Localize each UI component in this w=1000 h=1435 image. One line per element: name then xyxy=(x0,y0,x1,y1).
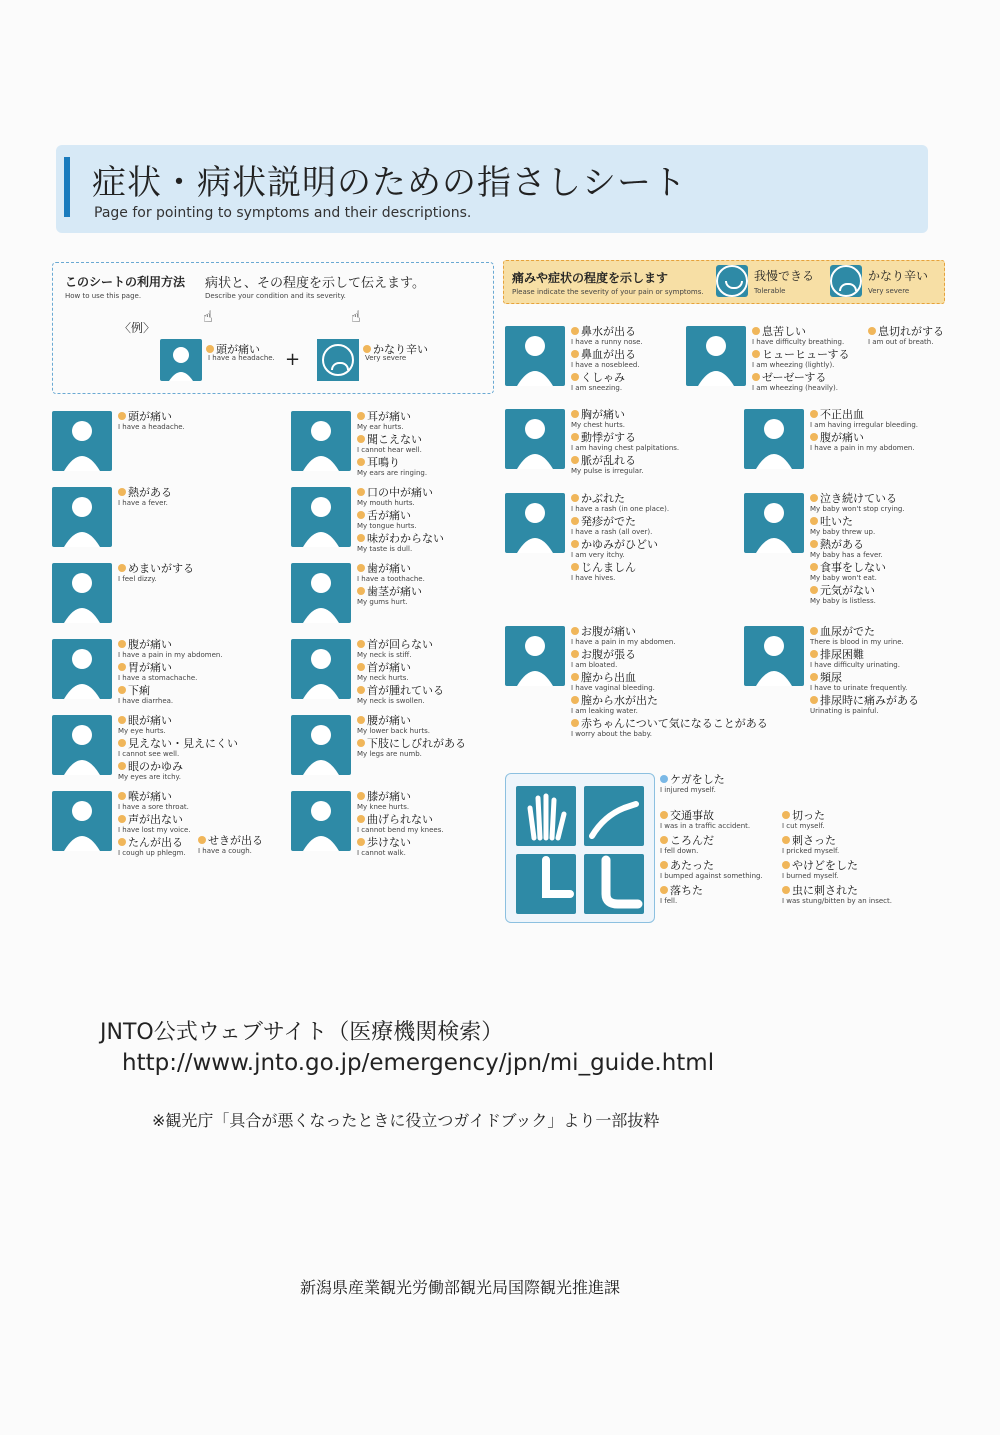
symptom-item-17-1[interactable] xyxy=(810,432,915,456)
symptom-en: My ear hurts. xyxy=(357,423,404,431)
symptom-jp: かゆみがひどい xyxy=(571,539,658,550)
symptom-jp: 赤ちゃんについて気になることがある xyxy=(571,718,768,729)
symptom-jp: 腰が痛い xyxy=(357,715,430,726)
symptom-item-18-3[interactable] xyxy=(810,562,886,586)
symptom-item-18-4[interactable] xyxy=(810,585,876,609)
injury-en: I bumped against something. xyxy=(660,872,763,880)
symptom-item-1-0[interactable] xyxy=(118,487,172,511)
symptom-item-11-1[interactable] xyxy=(357,814,444,838)
symptom-icon-6 xyxy=(291,411,351,471)
symptom-jp: 食事をしない xyxy=(810,562,886,573)
plus-sign: + xyxy=(285,349,301,370)
symptom-jp: 味がわからない xyxy=(357,533,444,544)
injury-jp: あたった xyxy=(660,860,763,871)
symptom-jp: 歩けない xyxy=(357,837,411,848)
symptom-jp: 排尿困難 xyxy=(810,649,900,660)
foot-icon xyxy=(584,854,644,914)
pointing-hand-icon: ☝ xyxy=(203,307,213,326)
symptom-en: Urinating is painful. xyxy=(810,707,879,715)
example-2-en: Very severe xyxy=(365,354,407,362)
symptom-jp: 元気がない xyxy=(810,585,876,596)
symptom-item-13-0[interactable] xyxy=(571,409,625,433)
symptom-item-3-1[interactable] xyxy=(118,662,197,686)
symptom-en: I am bloated. xyxy=(571,661,618,669)
symptom-en: I have hives. xyxy=(571,574,616,582)
symptom-icon-9 xyxy=(291,639,351,699)
symptom-item-14-3[interactable] xyxy=(571,562,636,586)
symptom-item-8-1[interactable] xyxy=(357,586,422,610)
symptom-item-3-2[interactable] xyxy=(118,685,173,709)
symptom-item-15-4[interactable] xyxy=(571,718,768,742)
symptom-jp: 動悸がする xyxy=(571,432,679,443)
symptom-jp: 腹が痛い xyxy=(118,639,223,650)
symptom-icon-1 xyxy=(52,487,112,547)
symptom-item-12-0[interactable] xyxy=(571,326,643,350)
symptom-item-16-0[interactable] xyxy=(752,326,844,350)
symptom-jp: 曲げられない xyxy=(357,814,444,825)
symptom-en: My ears are ringing. xyxy=(357,469,428,477)
symptom-en: I have a sore throat. xyxy=(118,803,189,811)
sad-face-tile xyxy=(317,339,359,381)
symptom-en: I cannot hear well. xyxy=(357,446,422,454)
cough-item[interactable]: せきが出る I have a cough. xyxy=(198,834,263,855)
symptom-jp: たんが出る xyxy=(118,837,186,848)
symptom-jp: 聞こえない xyxy=(357,434,422,445)
symptom-jp: 耳鳴り xyxy=(357,457,427,468)
symptom-en: I am sneezing. xyxy=(571,384,623,392)
symptom-item-0-0[interactable] xyxy=(118,411,185,435)
symptom-en: There is blood in my urine. xyxy=(810,638,904,646)
symptom-en: My neck is swollen. xyxy=(357,697,425,705)
symptom-icon-12 xyxy=(505,326,565,386)
symptom-item-16-2[interactable] xyxy=(752,372,838,396)
symptom-item-4-0[interactable] xyxy=(118,715,172,739)
symptom-en: I have difficulty breathing. xyxy=(752,338,845,346)
injury-jp: 交通事故 xyxy=(660,810,763,821)
symptom-en: I am having irregular bleeding. xyxy=(810,421,918,429)
symptom-en: My legs are numb. xyxy=(357,750,422,758)
injury-list-right xyxy=(782,810,892,910)
symptom-jp: 膣から水が出た xyxy=(571,695,658,706)
symptom-en: I have a fever. xyxy=(118,499,168,507)
injury-en: I fell down. xyxy=(660,847,699,855)
tolerable-en: Tolerable xyxy=(754,287,786,295)
symptom-en: My eyes are itchy. xyxy=(118,773,181,781)
symptom-jp: 脈が乱れる xyxy=(571,455,644,466)
symptom-jp: 首が痛い xyxy=(357,662,411,673)
injury-en: I was in a traffic accident. xyxy=(660,822,751,830)
symptom-en: My baby is listless. xyxy=(810,597,876,605)
symptom-icon-19 xyxy=(744,626,804,686)
symptom-jp: じんましん xyxy=(571,562,636,573)
symptom-en: I have a stomachache. xyxy=(118,674,198,682)
symptom-en: My baby won't eat. xyxy=(810,574,877,582)
injury-item[interactable] xyxy=(660,774,763,796)
symptom-jp: お腹が痛い xyxy=(571,626,676,637)
symptom-en: My pulse is irregular. xyxy=(571,467,644,475)
symptom-jp: ゼーゼーする xyxy=(752,372,838,383)
tolerable-tile xyxy=(716,265,748,297)
symptom-icon-11 xyxy=(291,791,351,851)
symptom-en: I feel dizzy. xyxy=(118,575,157,583)
symptom-item-18-0[interactable] xyxy=(810,493,905,517)
severity-box xyxy=(503,260,945,304)
symptom-jp: 胃が痛い xyxy=(118,662,197,673)
howto-desc-en: Describe your condition and its severity. xyxy=(205,292,346,300)
symptom-en: My lower back hurts. xyxy=(357,727,430,735)
symptom-item-13-1[interactable] xyxy=(571,432,679,456)
symptom-item-10-0[interactable] xyxy=(357,715,430,739)
symptom-item-5-0[interactable] xyxy=(118,791,189,815)
symptom-jp: 首が回らない xyxy=(357,639,433,650)
injury-item[interactable] xyxy=(782,885,892,907)
symptom-en: I am wheezing (heavily). xyxy=(752,384,839,392)
symptom-item-7-1[interactable] xyxy=(357,510,417,534)
symptom-jp: 声が出ない xyxy=(118,814,190,825)
symptom-icon-10 xyxy=(291,715,351,775)
symptom-en: My mouth hurts. xyxy=(357,499,415,507)
symptom-jp: かぶれた xyxy=(571,493,669,504)
symptom-en: I have vaginal bleeding. xyxy=(571,684,655,692)
symptom-item-14-2[interactable] xyxy=(571,539,658,563)
injury-en: I burned myself. xyxy=(782,872,839,880)
example-1-jp: 頭が痛い xyxy=(206,341,260,357)
symptom-icon-2 xyxy=(52,563,112,623)
symptom-jp: 頻尿 xyxy=(810,672,907,683)
symptom-item-8-0[interactable] xyxy=(357,563,425,587)
symptom-item-7-2[interactable] xyxy=(357,533,444,557)
symptom-jp: 眼のかゆみ xyxy=(118,761,183,772)
symptom-item-5-2[interactable] xyxy=(118,837,186,861)
page-subtitle: Page for pointing to symptoms and their descriptions. xyxy=(94,205,472,221)
example-label: 〈例〉 xyxy=(119,321,156,335)
symptom-en: I have a nosebleed. xyxy=(571,361,640,369)
symptom-jp: 歯が痛い xyxy=(357,563,425,574)
symptom-en: My eye hurts. xyxy=(118,727,166,735)
symptom-jp: 見えない・見えにくい xyxy=(118,738,238,749)
injury-en: I pricked myself. xyxy=(782,847,840,855)
symptom-item-6-2[interactable] xyxy=(357,457,427,481)
injury-jp: 切った xyxy=(782,810,892,821)
injury-item[interactable] xyxy=(660,810,763,832)
symptom-en: I cannot walk. xyxy=(357,849,406,857)
severe-en: Very severe xyxy=(868,287,910,295)
injury-jp: ころんだ xyxy=(660,835,763,846)
symptom-icon-15 xyxy=(505,626,565,686)
symptom-en: I have to urinate frequently. xyxy=(810,684,908,692)
symptom-en: I have a rash (all over). xyxy=(571,528,653,536)
symptom-item-19-3[interactable] xyxy=(810,695,919,719)
symptom-jp: 吐いた xyxy=(810,516,875,527)
injury-item[interactable] xyxy=(782,835,892,857)
symptom-icon-5 xyxy=(52,791,112,851)
symptom-item-15-1[interactable] xyxy=(571,649,636,673)
symptom-item-15-3[interactable] xyxy=(571,695,658,719)
symptom-en: I have lost my voice. xyxy=(118,826,191,834)
sad-face-icon-2 xyxy=(830,265,862,297)
source-note: ※観光庁「具合が悪くなったときに役立つガイドブック」より一部抜粋 xyxy=(152,1111,660,1130)
symptom-icon-4 xyxy=(52,715,112,775)
symptom-en: I have a headache. xyxy=(118,423,185,431)
symptom-en: I am leaking water. xyxy=(571,707,638,715)
symptom-en: My baby has a fever. xyxy=(810,551,883,559)
breath-item[interactable]: 息切れがする I am out of breath. xyxy=(868,325,944,346)
symptom-en: I am having chest palpitations. xyxy=(571,444,680,452)
title-accent-bar xyxy=(64,157,70,217)
injury-item[interactable] xyxy=(660,860,763,882)
symptom-item-6-0[interactable] xyxy=(357,411,411,435)
symptom-icon-13 xyxy=(505,409,565,469)
smile-face-icon xyxy=(716,265,748,297)
symptom-jp: くしゃみ xyxy=(571,372,625,383)
symptom-icon-8 xyxy=(291,563,351,623)
injury-jp: 落ちた xyxy=(660,885,763,896)
site-url[interactable]: http://www.jnto.go.jp/emergency/jpn/mi_guide.html xyxy=(122,1050,715,1076)
symptom-jp: 下肢にしびれがある xyxy=(357,738,466,749)
symptom-jp: 口の中が痛い xyxy=(357,487,433,498)
injury-item[interactable] xyxy=(782,860,892,882)
symptom-en: I have a pain in my abdomen. xyxy=(810,444,915,452)
symptom-jp: ヒューヒューする xyxy=(752,349,849,360)
symptom-item-4-1[interactable] xyxy=(118,738,238,762)
injury-en: I injured myself. xyxy=(660,786,716,794)
pointing-hand-icon-2: ☝ xyxy=(351,307,361,326)
symptom-en: My baby won't stop crying. xyxy=(810,505,905,513)
symptom-jp: 不正出血 xyxy=(810,409,918,420)
symptom-en: I cannot bend my knees. xyxy=(357,826,444,834)
tolerable-jp: 我慢できる xyxy=(754,269,815,283)
symptom-icon-17 xyxy=(744,409,804,469)
symptom-en: I cannot see well. xyxy=(118,750,180,758)
example-1-en: I have a headache. xyxy=(208,354,275,362)
symptom-jp: お腹が張る xyxy=(571,649,636,660)
symptom-item-11-2[interactable] xyxy=(357,837,411,861)
symptom-en: I have difficulty urinating. xyxy=(810,661,900,669)
symptom-item-4-2[interactable] xyxy=(118,761,183,785)
symptom-en: I cough up phlegm. xyxy=(118,849,186,857)
symptom-item-14-0[interactable] xyxy=(571,493,669,517)
page-title: 症状・病状説明のための指さしシート xyxy=(92,163,687,203)
symptom-jp: 鼻血が出る xyxy=(571,349,640,360)
symptom-item-16-1[interactable] xyxy=(752,349,849,373)
symptom-jp: 頭が痛い xyxy=(118,411,185,422)
symptom-en: I am wheezing (lightly). xyxy=(752,361,835,369)
symptom-item-15-0[interactable] xyxy=(571,626,676,650)
symptom-item-6-1[interactable] xyxy=(357,434,422,458)
symptom-jp: めまいがする xyxy=(118,563,194,574)
symptom-en: My knee hurts. xyxy=(357,803,410,811)
injury-jp: 虫に刺された xyxy=(782,885,892,896)
symptom-item-5-1[interactable] xyxy=(118,814,190,838)
symptom-icon-14 xyxy=(505,493,565,553)
injury-jp: ケガをした xyxy=(660,774,763,785)
symptom-item-9-2[interactable] xyxy=(357,685,444,709)
symptom-jp: 胸が痛い xyxy=(571,409,625,420)
symptom-jp: 息苦しい xyxy=(752,326,844,337)
severe-tile xyxy=(830,265,862,297)
injury-item[interactable] xyxy=(660,835,763,857)
example-2-jp: かなり辛い xyxy=(363,341,428,357)
symptom-item-19-2[interactable] xyxy=(810,672,907,696)
symptom-jp: 腹が痛い xyxy=(810,432,915,443)
symptom-en: I worry about the baby. xyxy=(571,730,652,738)
site-title: JNTO公式ウェブサイト（医療機関検索） xyxy=(100,1020,504,1045)
symptom-en: I have a runny nose. xyxy=(571,338,643,346)
symptom-jp: 泣き続けている xyxy=(810,493,905,504)
symptom-jp: 耳が痛い xyxy=(357,411,411,422)
severe-jp: かなり辛い xyxy=(868,269,929,283)
symptom-jp: 首が腫れている xyxy=(357,685,444,696)
symptom-icon-16 xyxy=(686,326,746,386)
symptom-jp: 鼻水が出る xyxy=(571,326,643,337)
symptom-icon-7 xyxy=(291,487,351,547)
symptom-item-2-0[interactable] xyxy=(118,563,194,587)
symptom-item-18-2[interactable] xyxy=(810,539,883,563)
hand-prick-icon xyxy=(584,786,644,846)
symptom-jp: 熱がある xyxy=(810,539,883,550)
symptom-en: I have a rash (in one place). xyxy=(571,505,670,513)
symptom-item-3-0[interactable] xyxy=(118,639,223,663)
hand-cut-icon xyxy=(516,786,576,846)
symptom-en: My tongue hurts. xyxy=(357,522,417,530)
severity-label: 痛みや症状の程度を示します xyxy=(512,271,669,285)
headache-icon xyxy=(160,339,202,381)
severity-label-en: Please indicate the severity of your pain or symptoms. xyxy=(512,288,704,296)
symptom-jp: 膣から出血 xyxy=(571,672,655,683)
howto-label: このシートの利用方法 xyxy=(65,275,186,289)
symptom-icon-18 xyxy=(744,493,804,553)
symptom-jp: 下痢 xyxy=(118,685,173,696)
howto-label-en: How to use this page. xyxy=(65,292,142,300)
symptom-item-11-0[interactable] xyxy=(357,791,411,815)
symptom-item-17-0[interactable] xyxy=(810,409,918,433)
symptom-en: My neck hurts. xyxy=(357,674,409,682)
symptom-en: I have a pain in my abdomen. xyxy=(571,638,676,646)
injury-list-left xyxy=(660,774,763,910)
symptom-icon-3 xyxy=(52,639,112,699)
organization-name: 新潟県産業観光労働部観光局国際観光推進課 xyxy=(300,1278,621,1297)
howto-box xyxy=(52,262,494,394)
symptom-en: My neck is stiff. xyxy=(357,651,412,659)
injury-en: I fell. xyxy=(660,897,678,905)
symptom-item-9-0[interactable] xyxy=(357,639,433,663)
symptom-en: I have diarrhea. xyxy=(118,697,174,705)
symptom-en: My chest hurts. xyxy=(571,421,625,429)
symptom-jp: 喉が痛い xyxy=(118,791,189,802)
symptom-jp: 血尿がでた xyxy=(810,626,904,637)
howto-desc: 病状と、その程度を示して伝えます。 xyxy=(205,276,425,291)
symptom-jp: 膝が痛い xyxy=(357,791,411,802)
symptom-item-14-1[interactable] xyxy=(571,516,652,540)
symptom-jp: 発疹がでた xyxy=(571,516,652,527)
sad-face-icon xyxy=(322,344,354,376)
injury-item[interactable] xyxy=(782,810,892,832)
injury-en: I cut myself. xyxy=(782,822,825,830)
symptom-jp: 排尿時に痛みがある xyxy=(810,695,919,706)
symptom-jp: 歯茎が痛い xyxy=(357,586,422,597)
symptom-item-9-1[interactable] xyxy=(357,662,411,686)
symptom-jp: 舌が痛い xyxy=(357,510,417,521)
symptom-item-13-2[interactable] xyxy=(571,455,644,479)
arm-burn-icon xyxy=(516,854,576,914)
symptom-item-19-0[interactable] xyxy=(810,626,904,650)
symptom-item-18-1[interactable] xyxy=(810,516,875,540)
symptom-en: My taste is dull. xyxy=(357,545,413,553)
injury-jp: 刺さった xyxy=(782,835,892,846)
symptom-en: I have a pain in my abdomen. xyxy=(118,651,223,659)
title-banner xyxy=(56,145,928,233)
symptom-icon-0 xyxy=(52,411,112,471)
injury-jp: やけどをした xyxy=(782,860,892,871)
injury-en: I was stung/bitten by an insect. xyxy=(782,897,893,905)
symptom-en: My baby threw up. xyxy=(810,528,876,536)
symptom-item-10-1[interactable] xyxy=(357,738,466,762)
symptom-item-12-1[interactable] xyxy=(571,349,640,373)
symptom-item-19-1[interactable] xyxy=(810,649,900,673)
symptom-jp: 熱がある xyxy=(118,487,172,498)
injury-icon-panel xyxy=(505,773,655,923)
symptom-en: My gums hurt. xyxy=(357,598,408,606)
symptom-jp: 眼が痛い xyxy=(118,715,172,726)
symptom-item-15-2[interactable] xyxy=(571,672,655,696)
symptom-item-7-0[interactable] xyxy=(357,487,433,511)
symptom-en: I have a toothache. xyxy=(357,575,425,583)
symptom-en: I am very itchy. xyxy=(571,551,625,559)
symptom-item-12-2[interactable] xyxy=(571,372,625,396)
injury-item[interactable] xyxy=(660,885,763,907)
